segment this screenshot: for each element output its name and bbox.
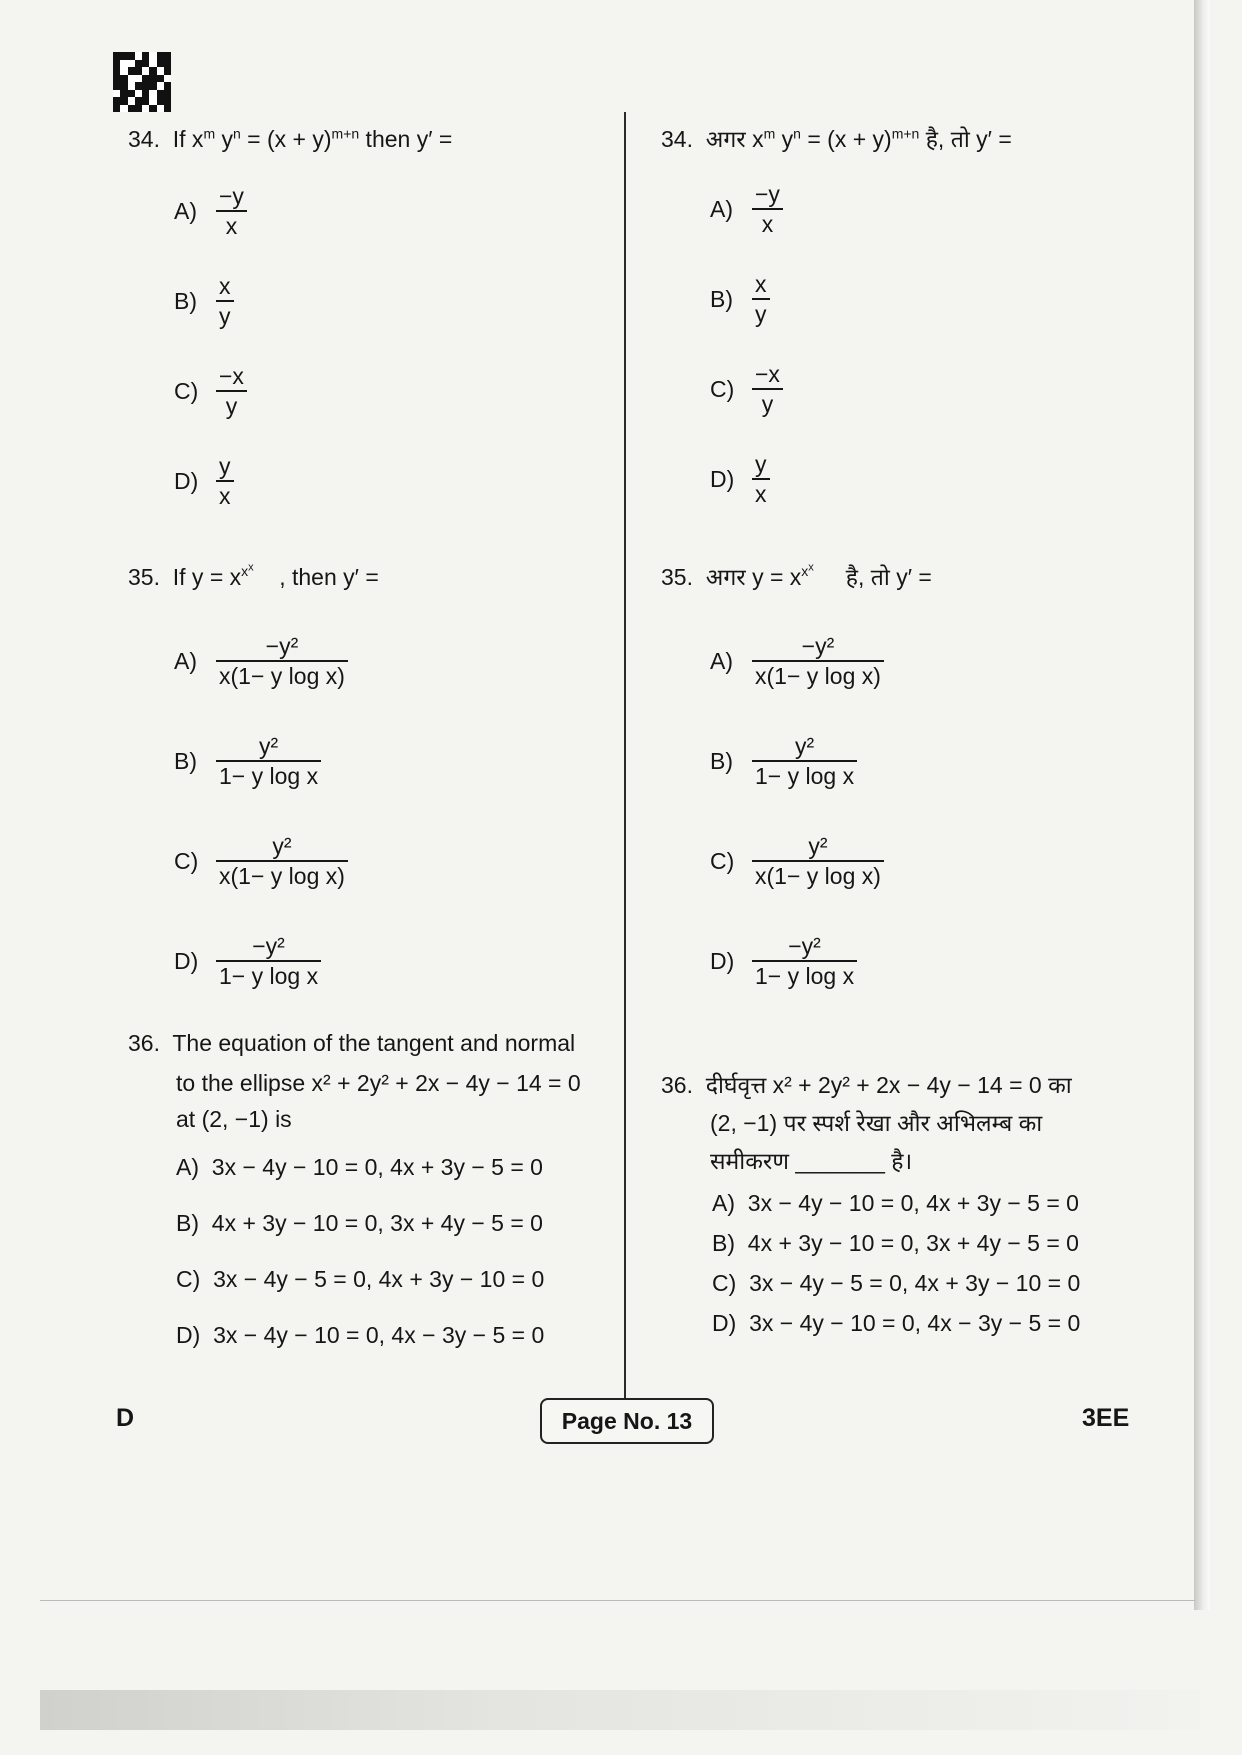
option[interactable]: D) $\frac{\text{−y²}}{\text{1− y log x}}$ xyxy=(710,932,857,990)
paper-code: 3EE xyxy=(1082,1404,1130,1432)
option[interactable]: D) $\frac{y}{x}$ xyxy=(174,452,234,510)
fraction: $\frac{y}{x}$ xyxy=(216,452,234,510)
option[interactable]: C) 3x − 4y − 5 = 0, 4x + 3y − 10 = 0 xyxy=(712,1270,1081,1296)
fraction: $\frac{-y}{x}$ xyxy=(216,182,247,240)
page-number-box xyxy=(540,1398,714,1444)
fraction: $\frac{\text{−y²}}{\text{x(1− y log x)}}$ xyxy=(216,632,348,690)
fraction: $\frac{x}{y}$ xyxy=(216,272,234,330)
question-34-stem: 34. अगर $x^m$ $y^n = (x + y)^{m+n}$ है, तो y′ = xyxy=(661,125,1012,152)
question-36-stem-line3: at (2, −1) is xyxy=(176,1106,292,1132)
page-number: Page No. 13 xyxy=(561,1407,693,1434)
bottom-rule xyxy=(40,1600,1195,1601)
question-36-stem-line3: समीकरण _______ है। xyxy=(710,1148,913,1174)
fraction: $\frac{\text{−y²}}{\text{x(1− y log x)}}$ xyxy=(752,632,884,690)
fraction: $\frac{\text{y²}}{\text{x(1− y log x)}}$ xyxy=(216,832,348,890)
option[interactable]: B) $\frac{x}{y}$ xyxy=(174,272,234,330)
bottom-shade xyxy=(40,1690,1200,1730)
question-35-stem: 35. अगर $y = x^{x^x}$ है, तो y′ = xyxy=(661,561,932,590)
fraction: $\frac{\text{y²}}{\text{x(1− y log x)}}$ xyxy=(752,832,884,890)
fraction: $\frac{\text{y²}}{\text{1− y log x}}$ xyxy=(752,732,857,790)
option[interactable]: B) $\frac{\text{y²}}{\text{1− y log x}}$ xyxy=(174,732,321,790)
option[interactable]: C) 3x − 4y − 5 = 0, 4x + 3y − 10 = 0 xyxy=(176,1266,545,1292)
paper-edge-shadow xyxy=(1194,0,1210,1610)
option[interactable]: C) $\frac{\text{y²}}{\text{x(1− y log x)}}$ xyxy=(710,832,884,890)
option[interactable]: D) 3x − 4y − 10 = 0, 4x − 3y − 5 = 0 xyxy=(712,1310,1081,1336)
option[interactable]: B) 4x + 3y − 10 = 0, 3x + 4y − 5 = 0 xyxy=(712,1230,1079,1256)
fraction: $\frac{x}{y}$ xyxy=(752,270,770,328)
fraction: $\frac{y}{x}$ xyxy=(752,450,770,508)
option[interactable]: A) $\frac{-y}{x}$ xyxy=(710,180,783,238)
option[interactable]: A) $\frac{\text{−y²}}{\text{x(1− y log x)}}$ xyxy=(174,632,348,690)
column-divider xyxy=(624,112,626,1430)
option[interactable]: B) $\frac{x}{y}$ xyxy=(710,270,770,328)
fraction: $\frac{-x}{y}$ xyxy=(752,360,783,418)
question-36-stem-line1: 36. दीर्घवृत्त x² + 2y² + 2x − 4y − 14 = 0 का xyxy=(661,1072,1072,1098)
option[interactable]: C) $\frac{-x}{y}$ xyxy=(174,362,247,420)
option[interactable]: A) $\frac{-y}{x}$ xyxy=(174,182,247,240)
qr-code-icon xyxy=(113,52,171,112)
option[interactable]: A) $\frac{\text{−y²}}{\text{x(1− y log x)}}$ xyxy=(710,632,884,690)
option[interactable]: A) 3x − 4y − 10 = 0, 4x + 3y − 5 = 0 xyxy=(712,1190,1079,1216)
fraction: $\frac{\text{−y²}}{\text{1− y log x}}$ xyxy=(216,932,321,990)
question-34-stem: 34. If $x^m$ $y^n = (x + y)^{m+n}$ then y′ = xyxy=(128,125,453,152)
option[interactable]: C) $\frac{\text{y²}}{\text{x(1− y log x)}}$ xyxy=(174,832,348,890)
question-36-stem-line2: to the ellipse x² + 2y² + 2x − 4y − 14 = 0 xyxy=(176,1070,581,1096)
option[interactable]: B) $\frac{\text{y²}}{\text{1− y log x}}$ xyxy=(710,732,857,790)
fraction: $\frac{-y}{x}$ xyxy=(752,180,783,238)
fraction: $\frac{\text{−y²}}{\text{1− y log x}}$ xyxy=(752,932,857,990)
option[interactable]: C) $\frac{-x}{y}$ xyxy=(710,360,783,418)
fraction: $\frac{-x}{y}$ xyxy=(216,362,247,420)
option[interactable]: D) $\frac{\text{−y²}}{\text{1− y log x}}$ xyxy=(174,932,321,990)
question-36-stem-line2: (2, −1) पर स्पर्श रेखा और अभिलम्ब का xyxy=(710,1110,1043,1136)
option[interactable]: A) 3x − 4y − 10 = 0, 4x + 3y − 5 = 0 xyxy=(176,1154,543,1180)
fraction: $\frac{\text{y²}}{\text{1− y log x}}$ xyxy=(216,732,321,790)
series-code: D xyxy=(116,1404,135,1432)
question-35-stem: 35. If $y = x^{x^x}$ , then y′ = xyxy=(128,561,379,590)
option[interactable]: D) 3x − 4y − 10 = 0, 4x − 3y − 5 = 0 xyxy=(176,1322,545,1348)
option[interactable]: B) 4x + 3y − 10 = 0, 3x + 4y − 5 = 0 xyxy=(176,1210,543,1236)
question-36-stem-line1: 36. The equation of the tangent and normal xyxy=(128,1030,576,1056)
option[interactable]: D) $\frac{y}{x}$ xyxy=(710,450,770,508)
